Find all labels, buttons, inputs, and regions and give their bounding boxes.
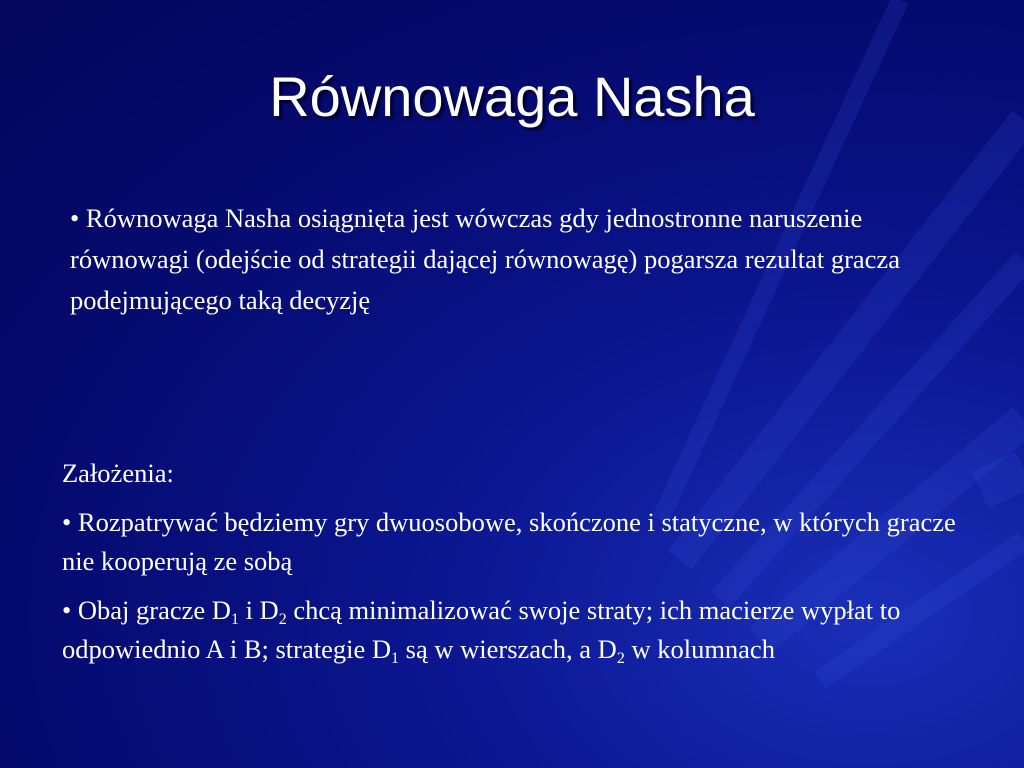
- bullet-players-text: i D: [238, 595, 279, 625]
- subscript: 1: [230, 611, 239, 628]
- bullet-games: • Rozpatrywać będziemy gry dwuosobowe, skończone i statyczne, w których gracze nie kooperują ze sobą: [62, 507, 956, 576]
- slide-title: Równowaga Nasha: [269, 65, 755, 128]
- bullet-players-text: są w wierszach, a D: [399, 634, 617, 664]
- bullet-players-text: • Obaj gracze D: [62, 595, 231, 625]
- subscript: 2: [278, 611, 287, 628]
- definition-text: • Równowaga Nasha osiągnięta jest wówczas gdy jednostronne naruszenie równowagi (odejście od strategii dającej równowagę) pogarsza rezultat gracza podejmującego taką decyzję: [70, 203, 900, 315]
- bullet-players: [62, 591, 962, 669]
- bullet-players-text: w kolumnach: [624, 634, 775, 664]
- assumptions-heading: Założenia:: [62, 458, 174, 488]
- subscript: 2: [616, 650, 625, 667]
- assumptions-section: [62, 454, 962, 679]
- bullet-players-text: chcą minimalizować swoje straty; ich macierze wypłat to odpowiednio A i B; strategie D: [62, 595, 901, 664]
- subscript: 1: [391, 650, 400, 667]
